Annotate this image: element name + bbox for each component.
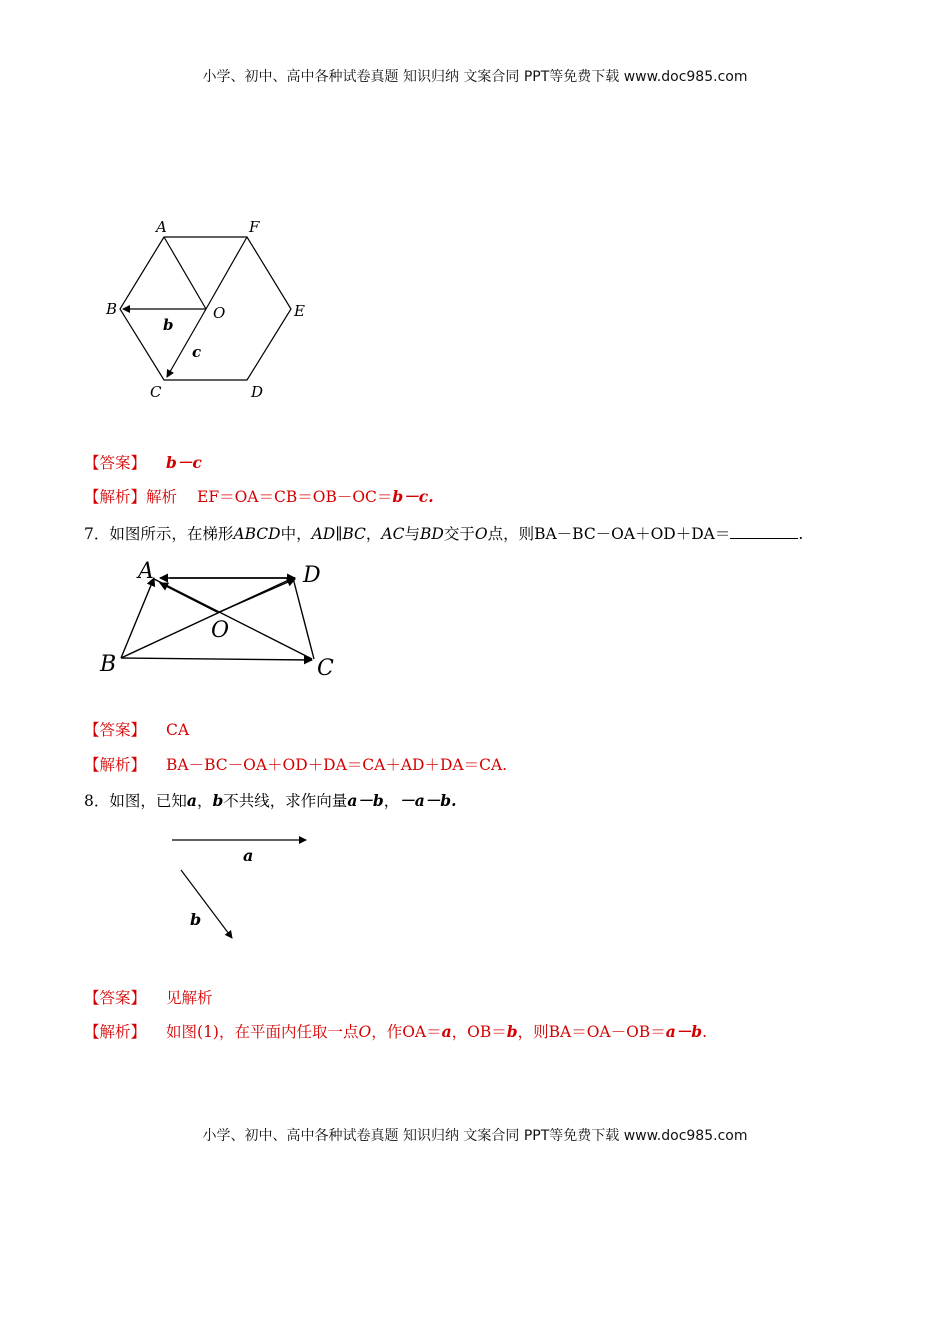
q8-analysis: 【解析】 如图(1)，在平面内任取一点O，作OA＝a，OB＝b，则BA＝OA－OB＝a－b. [84,1022,708,1041]
label-D: D [303,563,321,588]
q6-analysis: 【解析】解析 EF＝OA＝CB＝OB－OC＝b－c. [84,487,434,506]
vector-a-label: a [243,846,254,865]
q8-question: 8．如图，已知a，b不共线，求作向量a－b，－a－b. [84,791,457,810]
answer-blank [730,524,798,539]
label-O: O [211,618,230,643]
label-F: F [249,218,260,236]
page-footer: 小学、初中、高中各种试卷真题 知识归纳 文案合同 PPT等免费下载 www.doc985.com [202,1128,748,1144]
q7-analysis: 【解析】 BA－BC－OA＋OD＋DA＝CA＋AD＋DA＝CA. [84,756,508,774]
label-A: A [156,218,167,236]
label-C: C [317,656,334,681]
label-D: D [251,383,264,401]
q7-question: 7．如图所示，在梯形ABCD中，AD∥BC，AC与BD交于O点，则BA－BC－OA＋OD＋DA＝ . [84,525,804,543]
q7-answer: 【答案】 CA [84,721,190,739]
trapezoid-figure [90,555,350,685]
vector-c-label: c [192,343,202,361]
label-C: C [150,383,162,401]
page-header: 小学、初中、高中各种试卷真题 知识归纳 文案合同 PPT等免费下载 www.doc985.com [202,69,748,85]
label-E: E [294,302,305,320]
vectors-figure [160,825,330,950]
vector-b-label: b [190,910,202,929]
label-B: B [106,300,118,318]
label-B: B [100,652,117,677]
label-A: A [138,559,154,584]
q8-answer: 【答案】 见解析 [84,989,213,1007]
q6-answer: 【答案】 b－c [84,453,202,472]
label-O: O [213,304,226,322]
hexagon-figure [100,210,320,410]
vector-b-label: b [163,316,174,334]
